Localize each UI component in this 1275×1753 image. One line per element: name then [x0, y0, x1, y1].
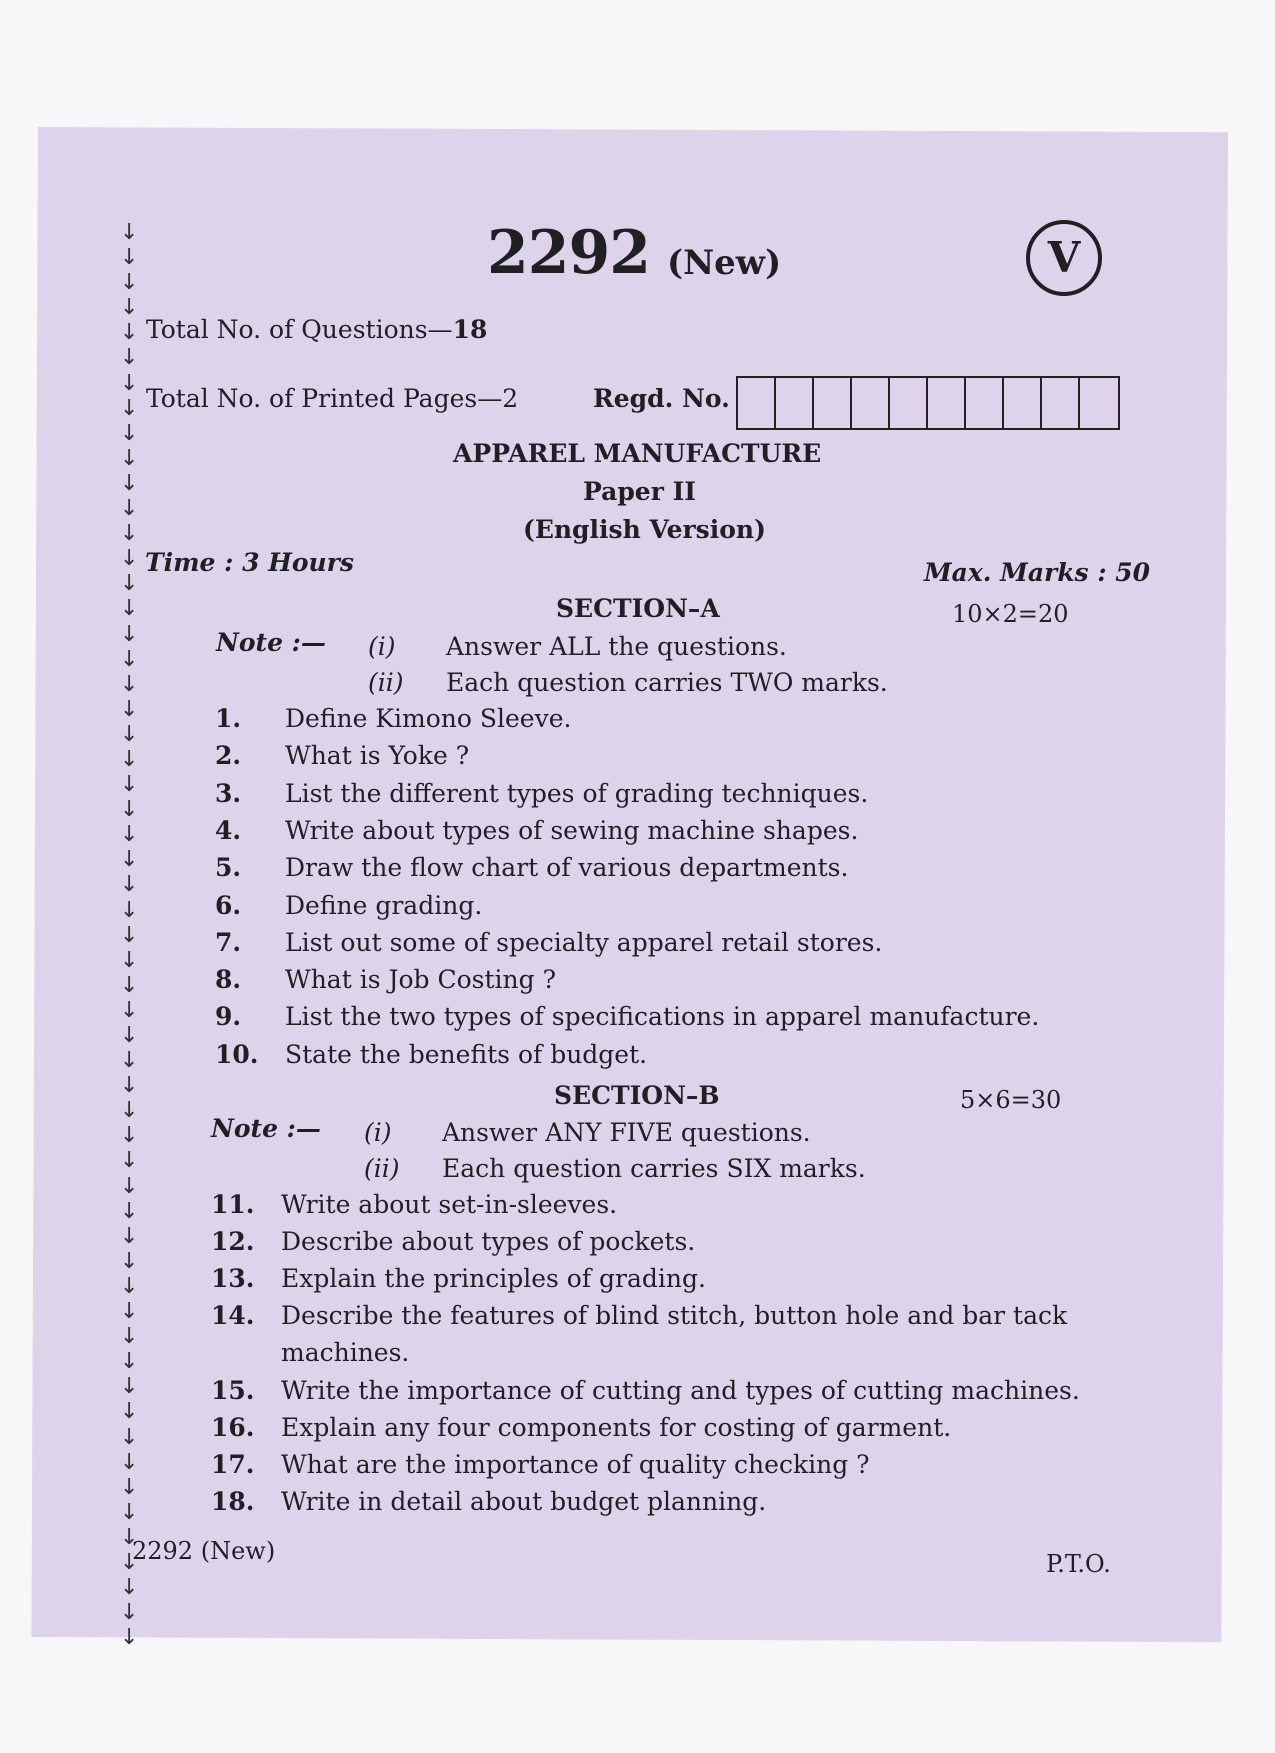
section-b-title: SECTION–B: [554, 1081, 720, 1110]
question-number: 12.: [211, 1227, 255, 1257]
question-text: Explain any four components for costing of garment.: [281, 1412, 952, 1442]
max-marks: Max. Marks : 50: [924, 558, 1151, 587]
section-b-note-2: (ii) Each question carries SIX marks.: [364, 1154, 866, 1183]
question-row: [211, 1301, 1067, 1330]
question-text: Write in detail about budget planning.: [281, 1486, 767, 1516]
question-number: 14.: [211, 1301, 255, 1331]
question-text: machines.: [281, 1338, 410, 1368]
section-b-marks: 5×6=30: [960, 1086, 1062, 1114]
question-text: What are the importance of quality checking ?: [281, 1449, 870, 1479]
total-questions: [146, 315, 487, 344]
version-title: (English Version): [523, 515, 766, 544]
question-row: [215, 853, 848, 882]
question-text: List the different types of grading techniques.: [285, 778, 869, 808]
time-allowed: Time : 3 Hours: [145, 548, 354, 577]
section-b-note-label: Note :—: [211, 1114, 321, 1143]
regd-no-label: Regd. No.: [593, 384, 730, 413]
question-text: State the benefits of budget.: [285, 1039, 648, 1069]
question-number: 9.: [215, 1002, 242, 1032]
question-row: [211, 1227, 695, 1256]
section-a-marks: 10×2=20: [952, 600, 1069, 628]
question-number: 1.: [215, 704, 242, 733]
regd-no-box[interactable]: [966, 378, 1004, 428]
question-number: 13.: [211, 1264, 255, 1294]
question-number: 15.: [211, 1375, 255, 1405]
question-row: [211, 1376, 1080, 1405]
question-number: 11.: [211, 1190, 255, 1219]
paper-title: Paper II: [583, 477, 696, 506]
section-a-note-2: (ii) Each question carries TWO marks.: [368, 668, 888, 697]
footer-pto: P.T.O.: [1046, 1550, 1111, 1578]
question-row: [211, 1190, 617, 1219]
question-text: What is Yoke ?: [285, 741, 470, 771]
footer-code: 2292 (New): [132, 1537, 276, 1565]
question-row: [211, 1413, 951, 1442]
question-text: Write about set-in-sleeves.: [281, 1190, 618, 1219]
regd-no-box[interactable]: [1042, 378, 1080, 428]
question-text: What is Job Costing ?: [285, 965, 556, 995]
question-text: Explain the principles of grading.: [281, 1264, 706, 1294]
question-row: [215, 704, 571, 733]
regd-no-box[interactable]: [1080, 378, 1118, 428]
question-row: [215, 816, 858, 845]
question-text: Describe the features of blind stitch, button hole and bar tack: [281, 1301, 1068, 1331]
section-a-title: SECTION–A: [556, 594, 720, 623]
question-number: 3.: [215, 778, 242, 808]
regd-no-box[interactable]: [814, 378, 852, 428]
question-text: Define Kimono Sleeve.: [285, 704, 572, 733]
regd-no-boxes[interactable]: [736, 376, 1120, 430]
question-text: Write the importance of cutting and types of cutting machines.: [281, 1375, 1080, 1405]
question-number: 16.: [211, 1412, 255, 1442]
regd-no-box[interactable]: [928, 378, 966, 428]
question-text: Describe about types of pockets.: [281, 1227, 696, 1257]
question-row: [215, 891, 482, 920]
question-row: [211, 1338, 409, 1367]
question-row: [215, 779, 868, 808]
total-questions-label: Total No. of Questions—: [146, 315, 453, 344]
regd-no-box[interactable]: [1004, 378, 1042, 428]
question-text: Draw the flow chart of various departments.: [285, 853, 849, 883]
question-row: [215, 741, 469, 770]
total-pages: Total No. of Printed Pages—2: [146, 384, 519, 413]
question-row: [215, 1040, 647, 1069]
question-number: 4.: [215, 815, 242, 845]
section-b-note-1: (i) Answer ANY FIVE questions.: [364, 1118, 811, 1147]
section-a-note-label: Note :—: [216, 628, 326, 657]
question-row: [215, 1002, 1039, 1031]
regd-no-box[interactable]: [890, 378, 928, 428]
question-row: [215, 928, 882, 957]
question-row: [211, 1487, 766, 1516]
question-text: Write about types of sewing machine shapes.: [285, 815, 859, 845]
question-number: 10.: [215, 1039, 259, 1069]
question-row: [211, 1264, 706, 1293]
question-row: [211, 1450, 870, 1479]
question-text: List the two types of specifications in apparel manufacture.: [285, 1002, 1040, 1032]
paper-code: 2292: [487, 218, 650, 288]
question-number: 5.: [215, 853, 242, 883]
question-number: 18.: [211, 1486, 255, 1516]
total-questions-value: 18: [452, 315, 488, 344]
question-number: 8.: [215, 965, 242, 995]
section-a-note-1: (i) Answer ALL the questions.: [368, 632, 787, 661]
question-number: 7.: [215, 927, 242, 957]
question-text: Define grading.: [285, 890, 483, 920]
subject-title: APPAREL MANUFACTURE: [453, 439, 822, 468]
question-number: 2.: [215, 741, 242, 771]
left-margin-arrows: ↓ ↓ ↓ ↓ ↓ ↓ ↓ ↓ ↓ ↓ ↓ ↓ ↓ ↓ ↓ ↓ ↓ ↓ ↓ ↓ ↓ ↓ ↓ ↓ ↓ ↓ ↓ ↓ ↓ ↓ ↓ ↓ ↓ ↓ ↓ ↓ ↓ ↓ ↓ ↓ ↓ ↓ ↓ ↓ ↓ ↓ ↓ ↓ ↓ ↓ ↓ ↓ ↓ ↓ ↓ ↓ ↓: [120, 220, 139, 1651]
question-number: 6.: [215, 890, 242, 920]
regd-no-box[interactable]: [738, 378, 776, 428]
regd-no-box[interactable]: [776, 378, 814, 428]
paper-code-suffix: (New): [667, 243, 782, 283]
version-badge: V: [1026, 220, 1102, 296]
question-text: List out some of specialty apparel retail stores.: [285, 927, 883, 957]
question-row: [215, 965, 556, 994]
regd-no-box[interactable]: [852, 378, 890, 428]
question-number: 17.: [211, 1449, 255, 1479]
